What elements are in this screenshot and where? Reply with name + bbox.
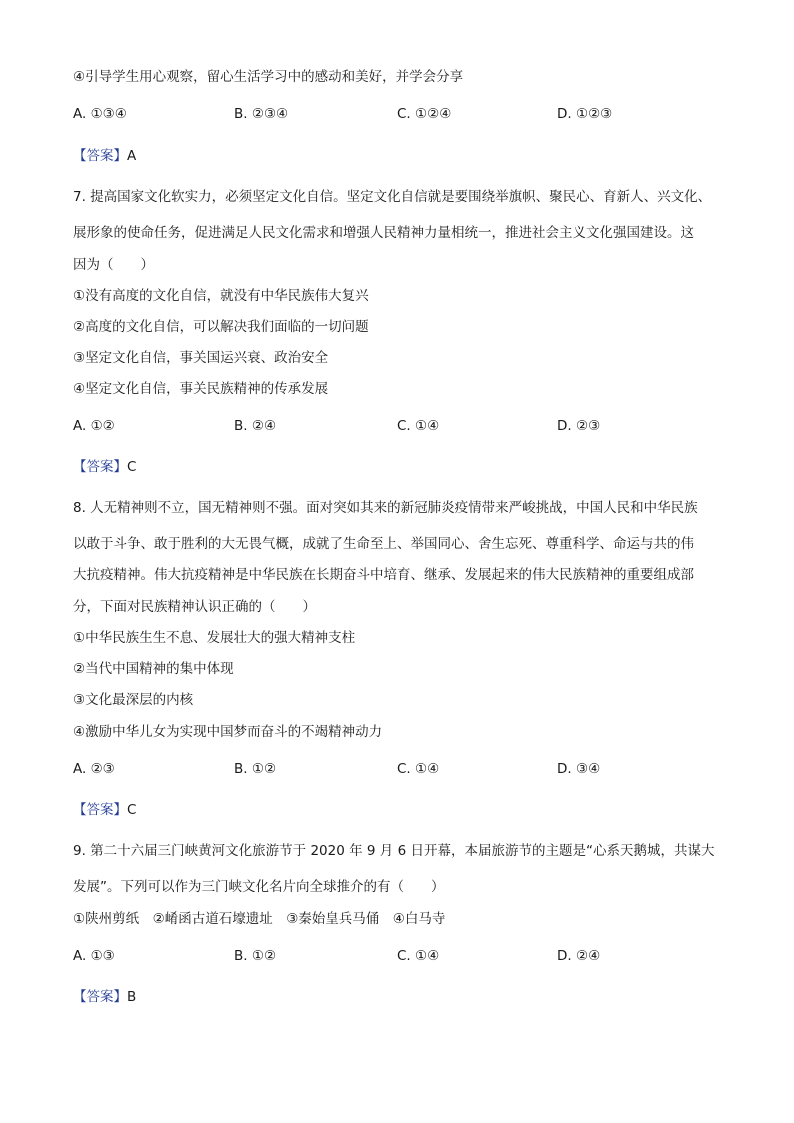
q9-option-c: C. ①④ xyxy=(397,948,440,964)
q8-stem-line-4: 分，下面对民族精神认识正确的（ ） xyxy=(73,599,316,615)
answer-label: 【答案】 xyxy=(73,148,127,164)
q7-statement-3: ③坚定文化自信，事关国运兴衰、政治安全 xyxy=(73,350,329,366)
q7-stem-line-2: 展形象的使命任务，促进满足人民文化需求和增强人民精神力量相统一，推进社会主义文化强国建设。这 xyxy=(73,225,694,241)
q6-option-d: D. ①②③ xyxy=(557,106,613,122)
q8-answer xyxy=(73,800,136,820)
q6-option-b: B. ②③④ xyxy=(234,106,289,122)
answer-value: B xyxy=(127,989,137,1005)
q9-option-b: B. ①② xyxy=(234,948,277,964)
q8-statement-2: ②当代中国精神的集中体现 xyxy=(73,661,234,677)
q8-option-a: A. ②③ xyxy=(73,761,115,777)
q8-option-d: D. ③④ xyxy=(557,761,601,777)
q7-option-d: D. ②③ xyxy=(557,418,601,434)
q6-answer xyxy=(73,146,136,166)
q9-stem-line-2: 发展”。下列可以作为三门峡文化名片向全球推介的有（ ） xyxy=(73,879,445,895)
q6-option-a: A. ①③④ xyxy=(73,106,127,122)
q8-stem-line-2: 以敢于斗争、敢于胜利的大无畏气概，成就了生命至上、举国同心、舍生忘死、尊重科学、命运与共的伟 xyxy=(73,536,694,552)
q9-option-a: A. ①③ xyxy=(73,948,115,964)
q6-option-c: C. ①②④ xyxy=(397,106,452,122)
q8-option-b: B. ①② xyxy=(234,761,277,777)
q7-statement-2: ②高度的文化自信，可以解决我们面临的一切问题 xyxy=(73,319,369,335)
q8-option-c: C. ①④ xyxy=(397,761,440,777)
q8-statement-4: ④激励中华儿女为实现中国梦而奋斗的不竭精神动力 xyxy=(73,724,383,740)
answer-label: 【答案】 xyxy=(73,459,127,475)
q8-statement-1: ①中华民族生生不息、发展壮大的强大精神支柱 xyxy=(73,630,356,646)
q7-statement-4: ④坚定文化自信，事关民族精神的传承发展 xyxy=(73,381,329,397)
answer-label: 【答案】 xyxy=(73,802,127,818)
q9-stem-line-1: 9. 第二十六届三门峡黄河文化旅游节于 2020 年 9 月 6 日开幕，本届旅游节的主题是“心系天鹅城，共谋大 xyxy=(73,843,715,859)
q6-statement-4: ④引导学生用心观察，留心生活学习中的感动和美好，并学会分享 xyxy=(73,69,464,85)
answer-value: C xyxy=(127,459,137,475)
q8-stem-line-1: 8. 人无精神则不立，国无精神则不强。面对突如其来的新冠肺炎疫情带来严峻挑战，中国人民和中华民族 xyxy=(73,500,698,516)
q9-options xyxy=(73,946,733,966)
q6-options xyxy=(73,104,733,124)
answer-value: C xyxy=(127,802,137,818)
q7-answer xyxy=(73,457,136,477)
q9-option-d: D. ②④ xyxy=(557,948,601,964)
q9-answer xyxy=(73,987,136,1007)
q8-options xyxy=(73,759,733,779)
q7-stem-line-3: 因为（ ） xyxy=(73,257,154,273)
q7-options xyxy=(73,416,733,436)
q8-statement-3: ③文化最深层的内核 xyxy=(73,692,194,708)
q7-option-b: B. ②④ xyxy=(234,418,277,434)
q7-option-a: A. ①② xyxy=(73,418,115,434)
q8-stem-line-3: 大抗疫精神。伟大抗疫精神是中华民族在长期奋斗中培育、继承、发展起来的伟大民族精神的重要组成部 xyxy=(73,567,694,583)
q9-statements: ①陕州剪纸 ②崤函古道石壕遗址 ③秦始皇兵马俑 ④白马寺 xyxy=(73,911,446,927)
q7-stem-line-1: 7. 提高国家文化软实力，必须坚定文化自信。坚定文化自信就是要围绕举旗帜、聚民心、育新人、兴文化、 xyxy=(73,189,712,205)
q7-option-c: C. ①④ xyxy=(397,418,440,434)
q7-statement-1: ①没有高度的文化自信，就没有中华民族伟大复兴 xyxy=(73,288,369,304)
answer-label: 【答案】 xyxy=(73,989,127,1005)
answer-value: A xyxy=(127,148,137,164)
